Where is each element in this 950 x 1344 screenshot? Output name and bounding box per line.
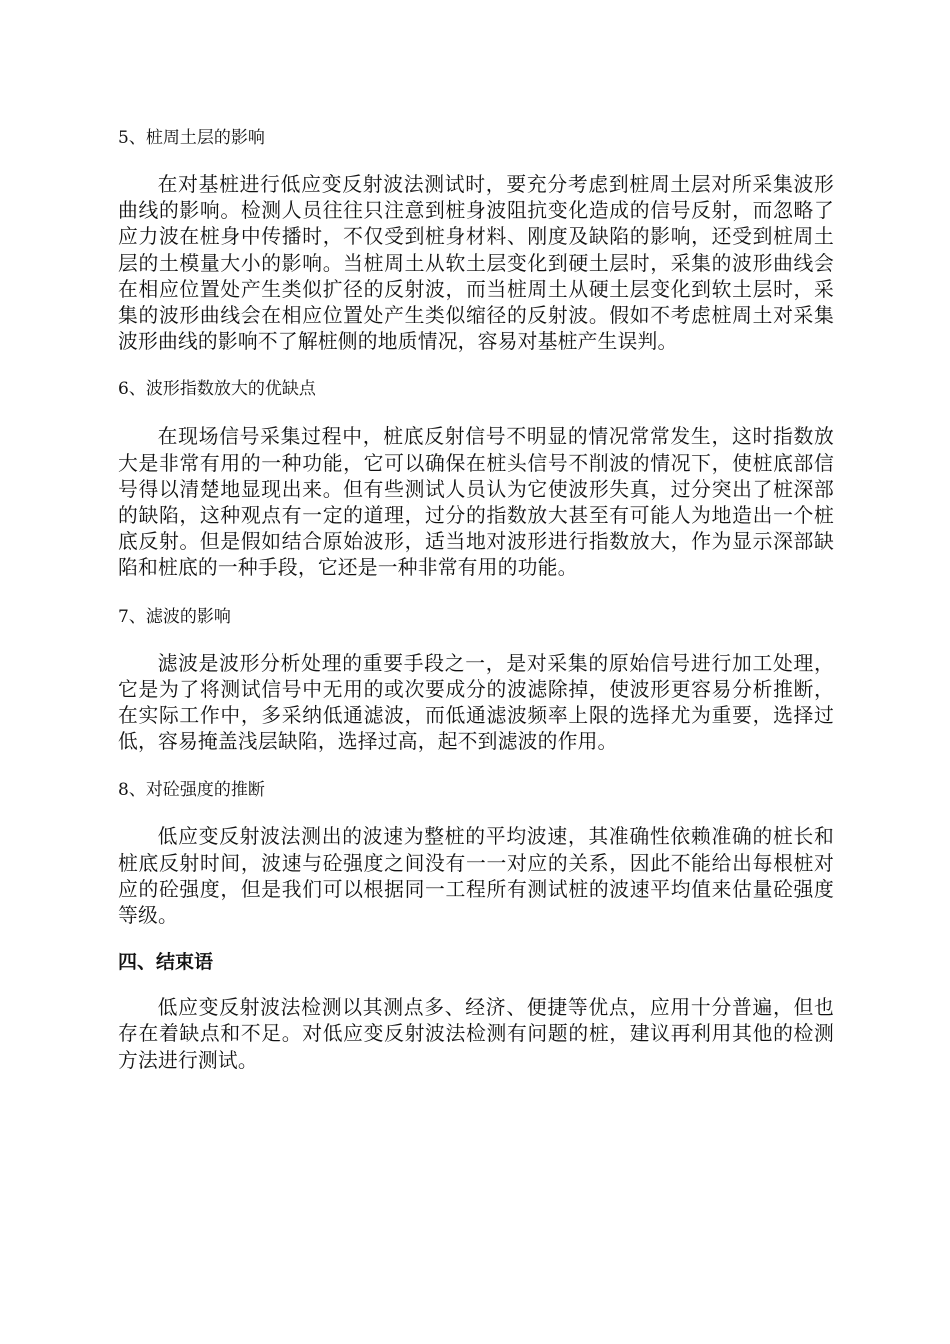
- paragraph-5: 在对基桩进行低应变反射波法测试时，要充分考虑到桩周土层对所采集波形曲线的影响。检测人员往往只注意到桩身波阻抗变化造成的信号反射，而忽略了应力波在桩身中传播时，不仅受到桩身材料、刚度及缺陷的影响，还受到桩周土层的土模量大小的影响。当桩周土从软土层变化到硬土层时，采集的波形曲线会在相应位置处产生类似扩径的反射波，而当桩周土从硬土层变化到软土层时，采集的波形曲线会在相应位置处产生类似缩径的反射波。假如不考虑桩周土对采集波形曲线的影响不了解桩侧的地质情况，容易对基桩产生误判。: [118, 173, 834, 354]
- subheading-6: 6、波形指数放大的优缺点: [118, 379, 316, 400]
- section-heading-conclusion: 四、结束语: [118, 951, 214, 974]
- subheading-7: 7、滤波的影响: [118, 606, 231, 627]
- paragraph-7: 滤波是波形分析处理的重要手段之一，是对采集的原始信号进行加工处理，它是为了将测试信号中无用的或次要成分的波滤除掉，使波形更容易分析推断，在实际工作中，多采纳低通滤波，而低通滤波频率上限的选择尤为重要，选择过低，容易掩盖浅层缺陷，选择过高，起不到滤波的作用。: [118, 651, 834, 754]
- subheading-5: 5、桩周土层的影响: [118, 128, 265, 148]
- paragraph-conclusion: 低应变反射波法检测以其测点多、经济、便捷等优点，应用十分普遍，但也存在着缺点和不足。对低应变反射波法检测有问题的桩，建议再利用其他的检测方法进行测试。: [118, 996, 834, 1072]
- paragraph-6: 在现场信号采集过程中，桩底反射信号不明显的情况常常发生，这时指数放大是非常有用的一种功能，它可以确保在桩头信号不削波的情况下，使桩底部信号得以清楚地显现出来。但有些测试人员认为它使波形失真，过分突出了桩深部的缺陷，这种观点有一定的道理，过分的指数放大甚至有可能人为地造出一个桩底反射。但是假如结合原始波形，适当地对波形进行指数放大，作为显示深部缺陷和桩底的一种手段，它还是一种非常有用的功能。: [118, 425, 834, 580]
- document-body: [118, 126, 834, 1074]
- subheading-8: 8、对砼强度的推断: [118, 780, 265, 801]
- paragraph-8: 低应变反射波法测出的波速为整桩的平均波速，其准确性依赖准确的桩长和桩底反射时间，波速与砼强度之间没有一一对应的关系，因此不能给出每根桩对应的砼强度，但是我们可以根据同一工程所有测试桩的波速平均值来估量砼强度等级。: [118, 825, 834, 928]
